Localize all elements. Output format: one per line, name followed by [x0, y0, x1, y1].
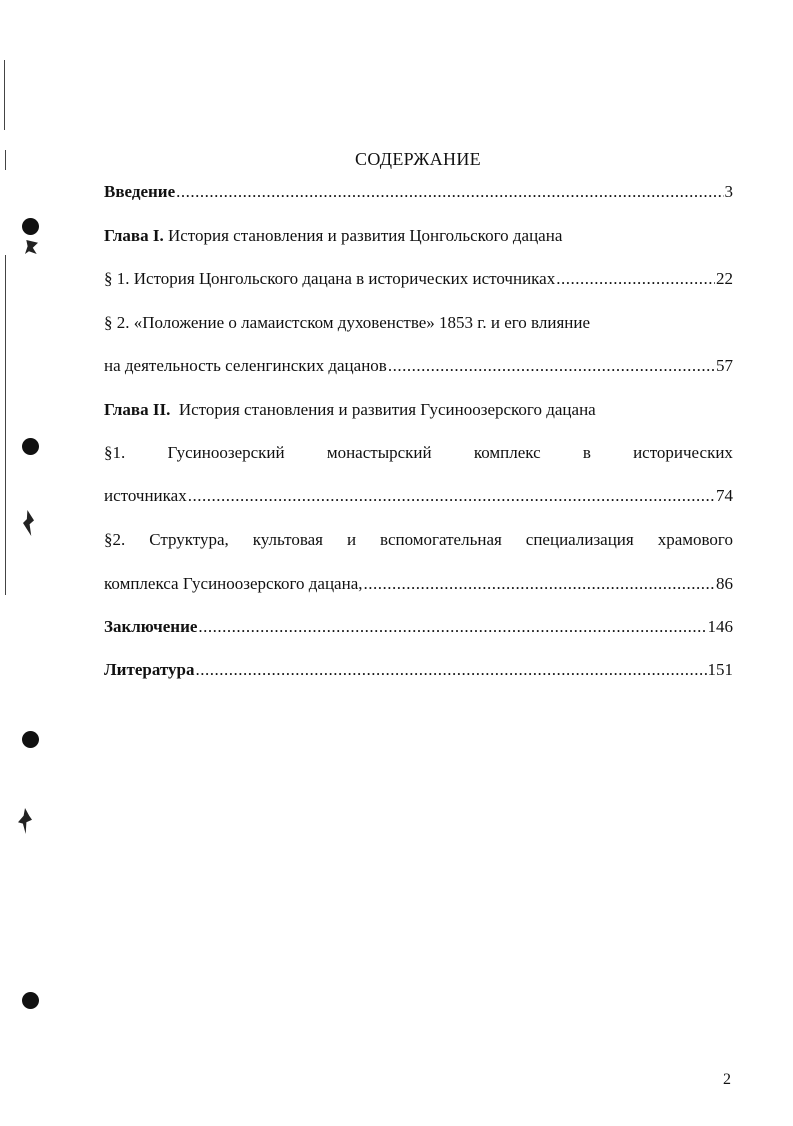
toc-entry-section: [104, 485, 733, 507]
toc-leader: [556, 268, 715, 290]
toc-word: комплекс: [473, 443, 541, 462]
toc-leader: [195, 659, 706, 681]
scan-edge-line: [5, 255, 6, 595]
page-title: СОДЕРЖАНИЕ: [355, 149, 481, 169]
toc-page-number: 146: [707, 617, 733, 636]
chapter-title: История становления и развития Цонгольского дацана: [167, 226, 563, 245]
toc-page-number: 57: [716, 356, 733, 375]
scan-speck: [18, 808, 32, 834]
punch-hole: [22, 992, 39, 1009]
toc-word: вспомогательная: [380, 530, 502, 549]
toc-entry-section-line1: [104, 442, 733, 464]
toc-word: в: [582, 443, 591, 462]
toc-word: храмового: [657, 530, 733, 549]
chapter-prefix: Глава I.: [104, 226, 164, 245]
punch-hole: [22, 731, 39, 748]
toc-entry-conclusion: [104, 616, 733, 638]
toc-leader: [388, 355, 715, 377]
toc-entry-literature: [104, 659, 733, 681]
toc-word: исторических: [633, 443, 733, 462]
toc-label: комплекса Гусиноозерского дацана,: [104, 574, 363, 593]
chapter-prefix: Глава II.: [104, 400, 171, 419]
toc-label: источниках: [104, 486, 187, 505]
toc-page-number: 74: [716, 486, 733, 505]
toc-entry-section-line1: § 2. «Положение о ламаистском духовенстве» 1853 г. и его влияние: [104, 313, 591, 332]
toc-leader: [364, 573, 716, 595]
toc-word: §2.: [104, 530, 126, 549]
toc-word: Гусиноозерский: [167, 443, 285, 462]
page-number: 2: [723, 1071, 731, 1088]
punch-hole: [22, 438, 39, 455]
scan-speck: [25, 240, 38, 254]
toc-leader: [176, 181, 723, 203]
toc-entry-intro: [104, 181, 733, 203]
toc-word: Структура,: [149, 530, 229, 549]
toc-label: на деятельность селенгинских дацанов: [104, 356, 387, 375]
chapter-title: История становления и развития Гусиноозерского дацана: [178, 400, 596, 419]
toc-word: культовая: [252, 530, 323, 549]
toc-word: и: [346, 530, 357, 549]
toc-word: монастырский: [326, 443, 432, 462]
toc-label: Введение: [104, 182, 176, 201]
toc-entry-section-line1: [104, 529, 733, 551]
toc-label: Литература: [104, 660, 195, 679]
toc-page-number: 3: [724, 182, 733, 201]
toc-page-number: 22: [716, 269, 733, 288]
toc-word: специализация: [525, 530, 634, 549]
toc-entry-section: [104, 268, 733, 290]
toc-page-number: 151: [707, 660, 733, 679]
toc-chapter-1: [104, 225, 562, 247]
punch-hole: [22, 218, 39, 235]
toc-label: Заключение: [104, 617, 198, 636]
toc-chapter-2: [104, 399, 596, 421]
toc-leader: [188, 485, 715, 507]
toc-label: § 1. История Цонгольского дацана в исторических источниках: [104, 269, 556, 288]
scan-speck: [23, 510, 34, 536]
scan-edge-line: [4, 60, 5, 130]
toc-page-number: 86: [716, 574, 733, 593]
toc-entry-section: [104, 355, 733, 377]
toc-word: §1.: [104, 443, 126, 462]
toc-leader: [198, 616, 706, 638]
toc-entry-section: [104, 573, 733, 595]
